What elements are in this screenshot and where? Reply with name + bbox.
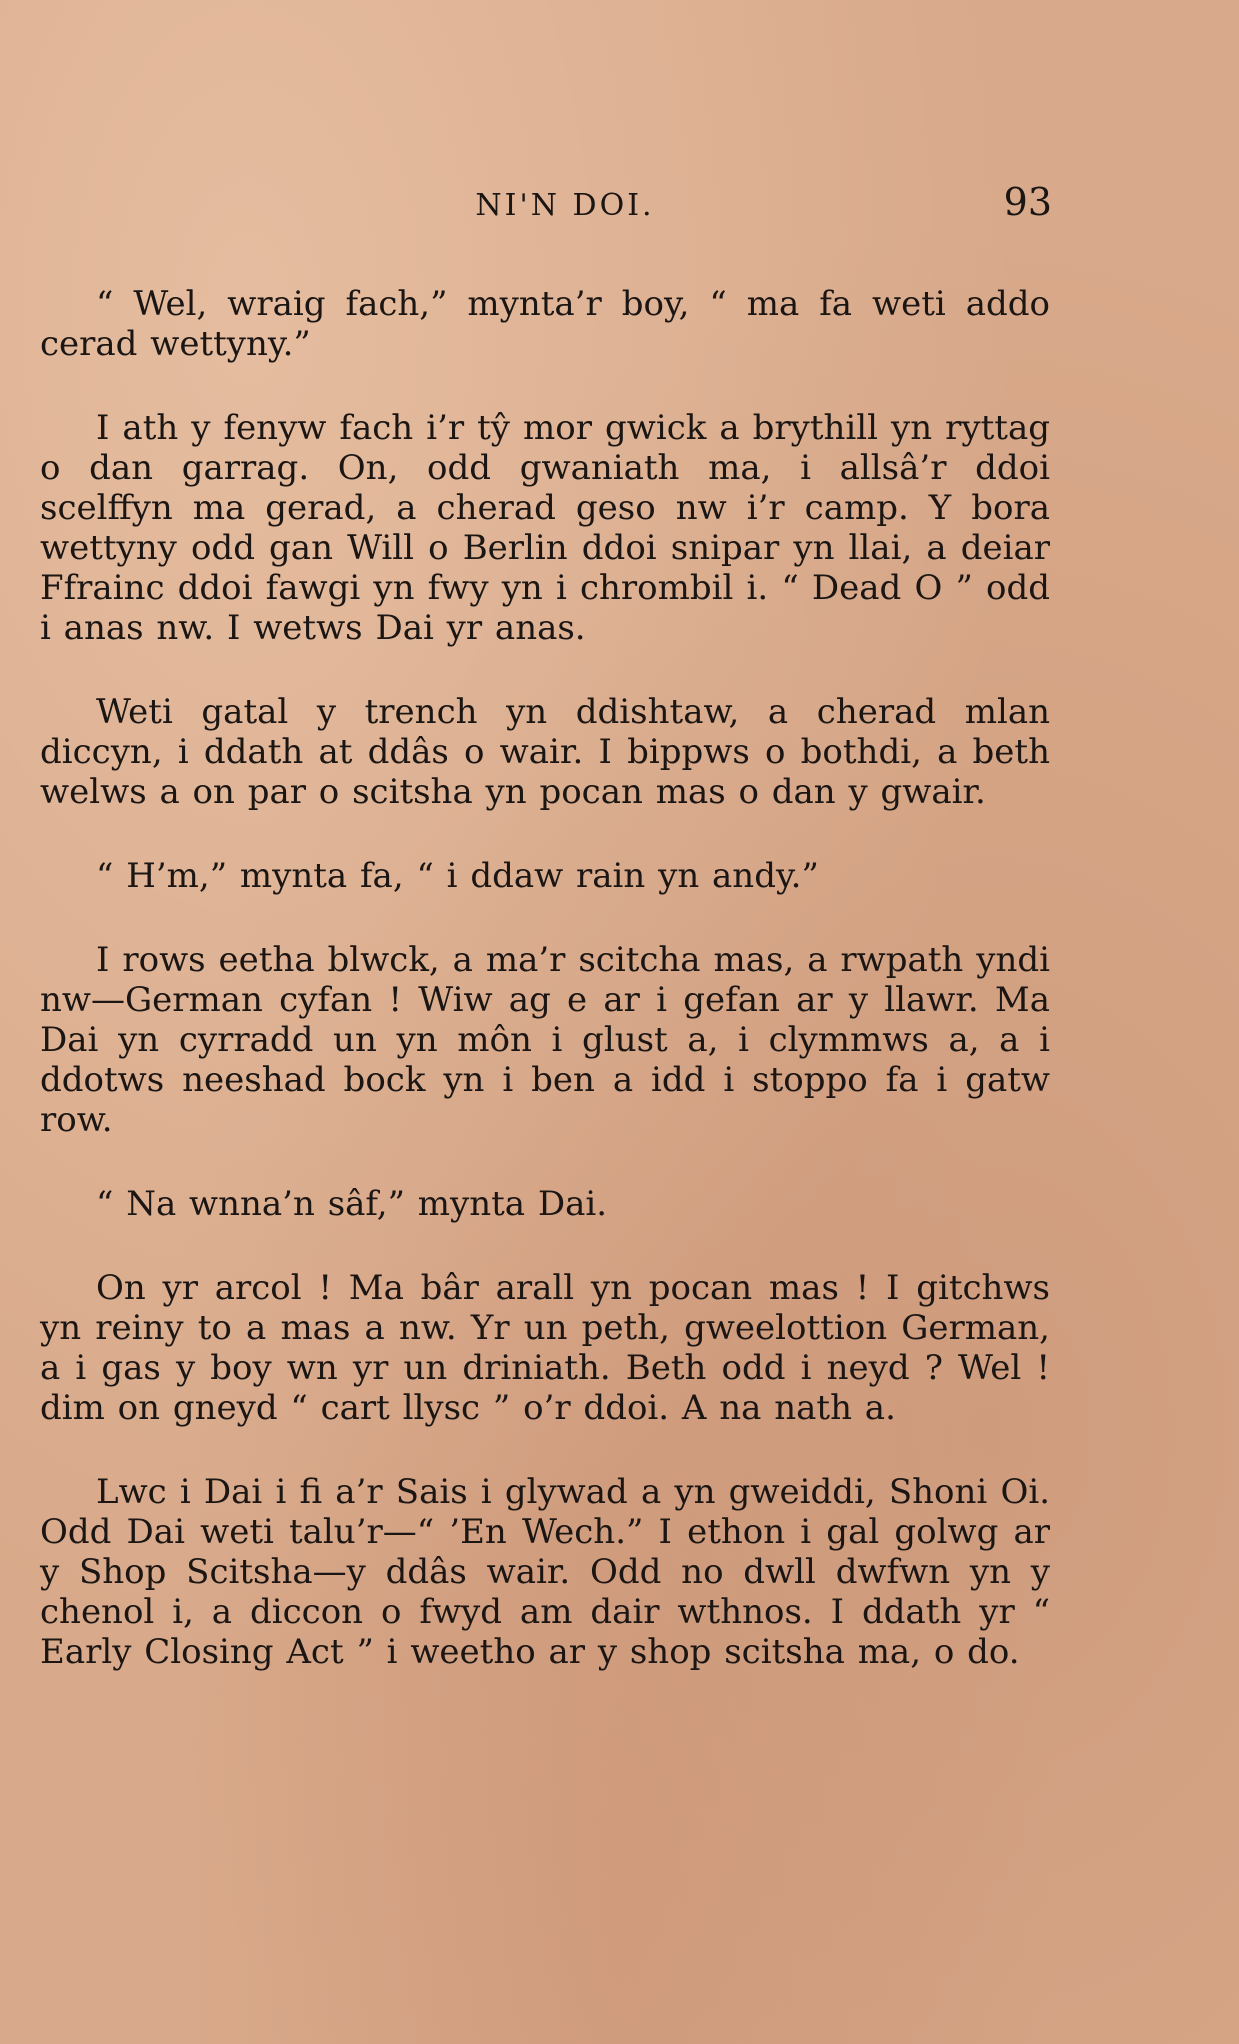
paragraph-3: Weti gatal y trench yn ddishtaw, a cherad mlan diccyn, i ddath at ddâs o wair. I bippws o bothdi, a beth welws a on par o scitsha yn pocan mas o dan y gwair. — [40, 692, 1050, 812]
paragraph-1: “ Wel, wraig fach,” mynta’r boy, “ ma fa weti addo cerad wettyny.” — [40, 284, 1050, 364]
body-text — [40, 284, 1050, 1672]
page-number: 93 — [1003, 180, 1052, 224]
paragraph-6: “ Na wnna’n sâf,” mynta Dai. — [96, 1184, 608, 1224]
paragraph-7: On yr arcol ! Ma bâr arall yn pocan mas ! I gitchws yn reiny to a mas a nw. Yr un peth, gweelottion German, a i gas y boy wn yr un driniath. Beth odd i neyd ? Wel ! dim on gneyd “ cart llysc ” o’r ddoi. A na nath a. — [40, 1268, 1050, 1428]
paragraph-8: Lwc i Dai i fi a’r Sais i glywad a yn gweiddi, Shoni Oi. Odd Dai weti talu’r—“ ’En Wech.” I ethon i gal golwg ar y Shop Scitsha—y ddâs wair. Odd no dwll dwfwn yn y chenol i, a diccon o fwyd am dair wthnos. I ddath yr “ Early Closing Act ” i weetho ar y shop scitsha ma, o do. — [40, 1472, 1050, 1672]
paragraph-2: I ath y fenyw fach i’r tŷ mor gwick a brythill yn ryttag o dan garrag. On, odd gwaniath ma, i allsâ’r ddoi scelffyn ma gerad, a cherad geso nw i’r camp. Y bora wettyny odd gan Will o Berlin ddoi snipar yn llai, a deiar Ffrainc ddoi fawgi yn fwy yn i chrombil i. “ Dead O ” odd i anas nw. I wetws Dai yr anas. — [40, 408, 1050, 648]
paragraph-4: “ H’m,” mynta fa, “ i ddaw rain yn andy.” — [96, 856, 819, 896]
paragraph-5: I rows eetha blwck, a ma’r scitcha mas, a rwpath yndi nw—German cyfan ! Wiw ag e ar i gefan ar y llawr. Ma Dai yn cyrradd un yn môn i glust a, i clymmws a, a i ddotws neeshad bock yn i ben a idd i stoppo fa i gatw row. — [40, 940, 1050, 1140]
page-content — [40, 180, 1050, 1672]
running-title: NI'N DOI. — [475, 188, 655, 223]
page-header — [40, 180, 1050, 240]
